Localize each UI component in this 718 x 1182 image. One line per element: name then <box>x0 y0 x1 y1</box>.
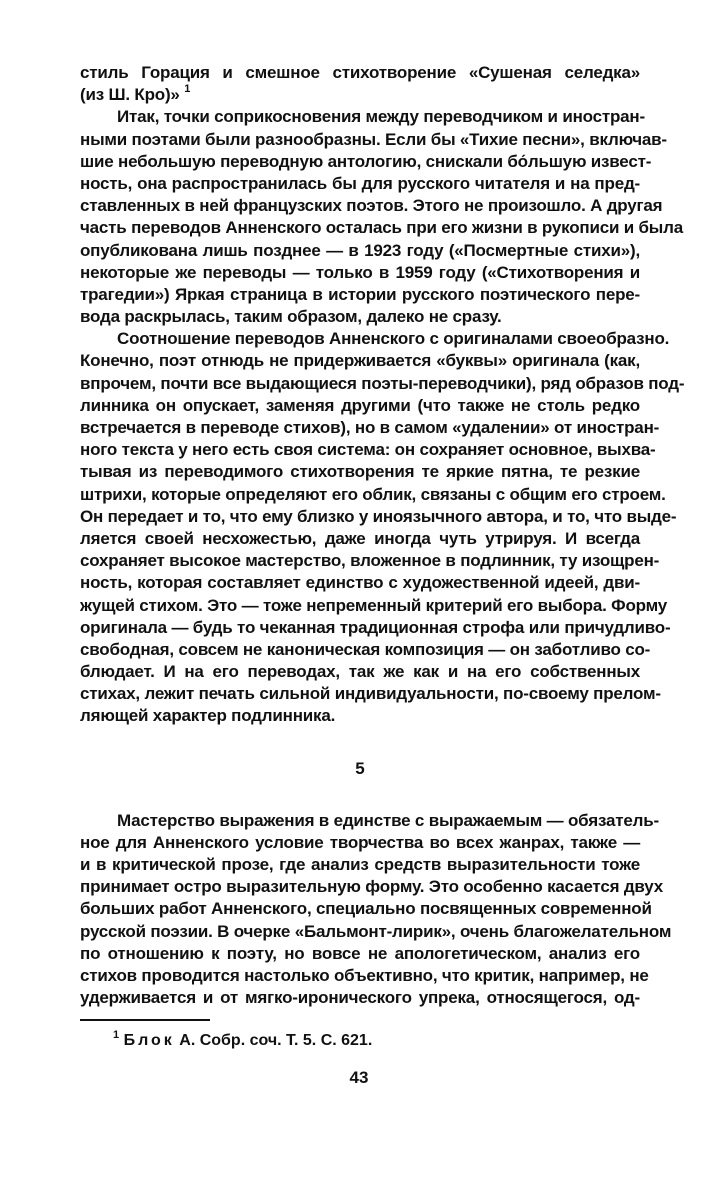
text-line: часть переводов Анненского осталась при его жизни в рукописи и была <box>80 218 683 238</box>
text-line: жущей стихом. Это — тоже непременный критерий его выбора. Форму <box>80 595 668 615</box>
text-line: впрочем, почти все выдающиеся поэты-переводчики), ряд образов под- <box>80 373 685 393</box>
page-body <box>80 62 685 1009</box>
text-line: стихах, лежит печать сильной индивидуальности, по-своему прелом- <box>80 684 661 704</box>
footnote-marker: 1 <box>113 1029 120 1041</box>
text-line: тывая из переводимого стихотворения те яркие пятна, те резкие <box>80 462 640 482</box>
text-line: удерживается и от мягко-иронического упрека, относящегося, од- <box>80 988 640 1008</box>
text-line: по отношению к поэту, но вовсе не апологетическом, анализ его <box>80 943 640 963</box>
paragraph-continuation <box>80 62 640 106</box>
text-line: Соотношение переводов Анненского с оригиналами своеобразно. <box>117 329 670 349</box>
text-line: русской поэзии. В очерке «Бальмонт-лирик», очень благожелательном <box>80 921 672 941</box>
text-line: ляется своей несхожестью, даже иногда чуть утрируя. И всегда <box>80 528 640 548</box>
paragraph-section-5 <box>80 810 672 1010</box>
text-line: Конечно, поэт отнюдь не придерживается «буквы» оригинала (как, <box>80 351 640 371</box>
text-line: и в критической прозе, где анализ средств выразительности тоже <box>80 855 640 874</box>
page-number: 43 <box>349 1068 369 1087</box>
footnote-ref: 1 <box>184 83 191 96</box>
text-line: Он передает и то, что ему близко у иноязычного автора, и то, что выде- <box>80 506 677 526</box>
text-line: трагедии») Яркая страница в истории русского поэтического пере- <box>80 284 640 304</box>
footnote-divider <box>80 1019 210 1021</box>
text-line: стихов проводится настолько объективно, что критик, например, не <box>80 965 649 985</box>
text-line: ставленных в ней французских поэтов. Этого не произошло. А другая <box>80 196 663 216</box>
text-line: свободная, совсем не каноническая композиция — он заботливо со- <box>80 639 651 659</box>
text-line: ность, она распространилась бы для русского читателя и на пред- <box>80 173 640 193</box>
text-line: ными поэтами были разнообразны. Если бы «Тихие песни», включав- <box>80 129 667 149</box>
text-line: (из Ш. Кро)» $^1$ <box>80 83 191 105</box>
text-line: ность, которая составляет единство с художественной идеей, дви- <box>80 573 640 593</box>
text-line: вода раскрылась, таким образом, далеко не сразу. <box>80 307 502 327</box>
paragraph-contacts <box>80 106 683 328</box>
text-line: Итак, точки соприкосновения между переводчиком и иностран- <box>117 107 645 127</box>
text-line: ного текста у него есть своя система: он сохраняет основное, выхва- <box>80 440 656 460</box>
text-line: некоторые же переводы — только в 1959 году («Стихотворения и <box>80 262 640 282</box>
text-line: ляющей характер подлинника. <box>80 706 336 726</box>
text-line: больших работ Анненского, специально посвященных современной <box>80 899 652 919</box>
paragraph-originals <box>80 328 685 727</box>
text-line: оригинала — будь то чеканная традиционная строфа или причудливо- <box>80 617 671 637</box>
text-line: принимает остро выразительную форму. Это особенно касается двух <box>80 877 663 897</box>
text-line: линника он опускает, заменяя другими (что также не столь редко <box>80 395 640 415</box>
text-line: опубликована лишь позднее — в 1923 году («Посмертные стихи»), <box>80 240 640 260</box>
text-line: блюдает. И на его переводах, так же как и на его собственных <box>80 662 640 682</box>
text-line: ное для Анненского условие творчества во всех жанрах, также — <box>80 832 640 852</box>
text-line: шие небольшую переводную антологию, снискали бо́льшую извест- <box>80 151 652 171</box>
footnote-text: А. Собр. соч. Т. 5. С. 621. <box>179 1032 373 1049</box>
text-line: встречается в переводе стихов), но в самом «удалении» от иностран- <box>80 418 660 437</box>
section-number: 5 <box>355 758 365 778</box>
text-line: штрихи, которые определяют его облик, связаны с общим его строем. <box>80 484 666 504</box>
text-line: Мастерство выражения в единстве с выражаемым — обязатель- <box>117 810 659 830</box>
text-line: сохраняет высокое мастерство, вложенное в подлинник, ту изощрен- <box>80 551 660 571</box>
footnote-author: Блок <box>123 1032 175 1049</box>
footnote <box>113 1030 372 1052</box>
text-line: стиль Горация и смешное стихотворение «Сушеная селедка» <box>80 63 640 82</box>
